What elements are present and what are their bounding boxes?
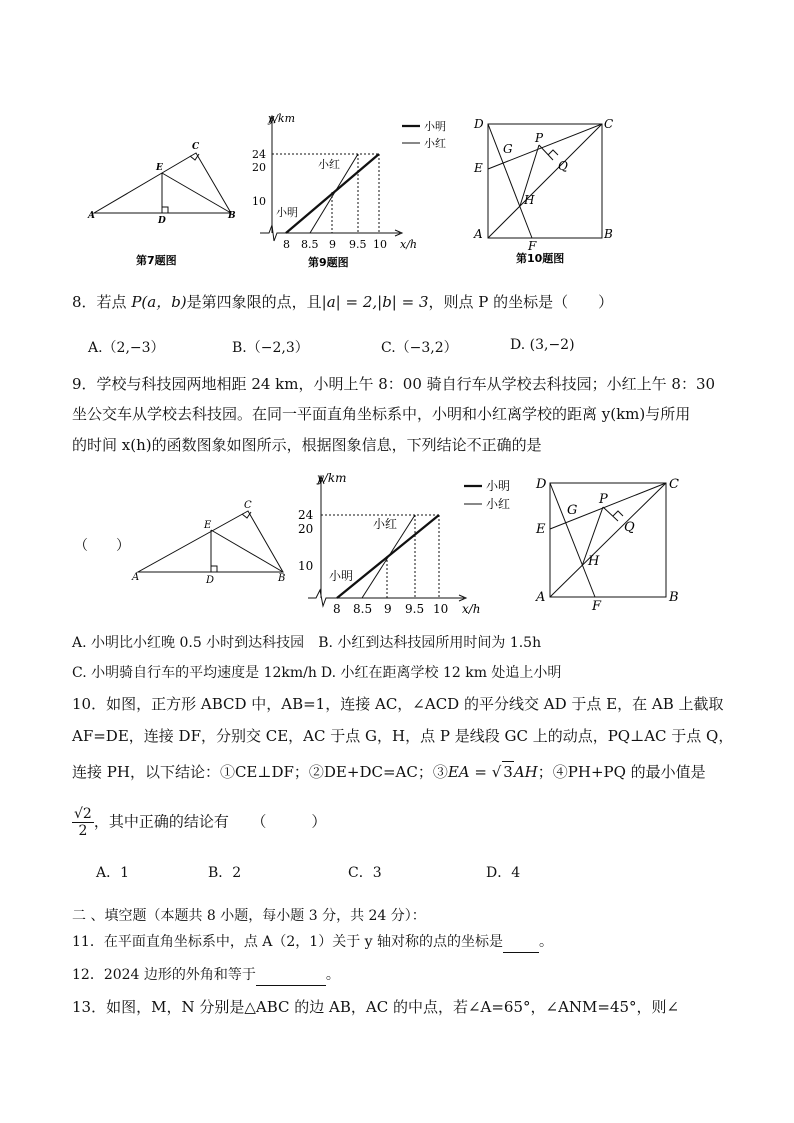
q11-answer-blank[interactable]	[503, 932, 539, 953]
q9-line-3: 的时间 x(h)的函数图象如图所示，根据图象信息，下列结论不正确的是	[72, 436, 542, 454]
fig9-inline-ytick-24: 24	[298, 508, 314, 522]
fig7-label-E: E	[156, 163, 163, 173]
fig9-ytick-10: 10	[252, 195, 266, 208]
fig10-inline-label-B: B	[669, 590, 679, 605]
q12: 12．2024 边形的外角和等于 。	[72, 965, 340, 986]
fig9-xtick-9.5: 9.5	[349, 238, 367, 251]
fig9-inline-y-label: y/km	[317, 471, 347, 485]
fig9-ytick-24: 24	[252, 148, 266, 161]
fig10-top	[466, 108, 626, 268]
q8-option-b[interactable]: B.（−2,3）	[232, 340, 309, 356]
fig10-label-C: C	[604, 117, 614, 131]
fig10-inline-label-F: F	[592, 599, 602, 614]
fig7-caption: 第7题图	[136, 254, 177, 267]
fig9-xtick-10: 10	[373, 238, 387, 251]
fig9-inline-fig7	[130, 497, 290, 587]
fig10-inline-label-A: A	[536, 590, 546, 605]
fig7-top	[86, 140, 236, 270]
fig10-label-F: F	[528, 239, 537, 253]
fig10-inline-label-P: P	[599, 492, 608, 507]
fig10-label-B: B	[604, 227, 613, 241]
fig9-xtick-8: 8	[283, 238, 290, 251]
q10-line-4: $\frac{√2}{2}$ ，其中正确的结论有 （ ）	[74, 806, 327, 839]
fig10-inline-label-D: D	[536, 477, 547, 492]
fig9-top	[252, 108, 452, 273]
fig9-legend-2: 小红	[424, 137, 446, 150]
q10-line-2: AF=DE，连接 DF，分别交 CE，AC 于点 G，H，点 P 是线段 GC 上的动点，PQ⊥AC 于点 Q，	[72, 727, 734, 745]
q9-option-d[interactable]: D. 小红在距离学校 12 km 处追上小明	[320, 665, 562, 681]
fig9-inline-x-label: x/h	[462, 602, 481, 616]
q13: 13．如图，M，N 分别是△ABC 的边 AB，AC 的中点，若∠A=65°，∠ANM=45°，则∠	[72, 998, 680, 1016]
q8-option-c[interactable]: C.（−3,2）	[381, 340, 458, 356]
q10-option-c[interactable]: C．3	[348, 865, 382, 881]
q10-option-a[interactable]: A．1	[96, 865, 130, 881]
q10-line-3: 连接 PH，以下结论：①CE⊥DF；②DE+DC=AC；③EA = √ 3AH；④PH+PQ 的最小值是	[72, 763, 706, 781]
fig9-x-label: x/h	[400, 238, 417, 251]
q9-line-1: 9．学校与科技园两地相距 24 km，小明上午 8：00 骑自行车从学校去科技园；小红上午 8：30	[72, 375, 716, 393]
fig9-inline-fig7-label-A: A	[132, 572, 140, 583]
fig10-label-P: P	[535, 131, 544, 145]
fig9-ytick-20: 20	[252, 161, 266, 174]
fig7-label-A: A	[88, 211, 95, 221]
fig9-inline-ytick-10: 10	[298, 559, 314, 573]
fig10-inline-label-Q: Q	[624, 520, 635, 535]
fig10-label-G: G	[503, 142, 513, 156]
q10-fraction: $\frac{√2}{2}$	[74, 806, 92, 839]
q9-option-a[interactable]: A. 小明比小红晚 0.5 小时到达科技园 B. 小红到达科技园所用时间为 1.5h	[72, 635, 542, 651]
fig9-inline-series-xiaohong: 小红	[373, 517, 398, 531]
fig10-label-A: A	[474, 227, 483, 241]
fig9-xtick-9: 9	[329, 238, 336, 251]
fig9-xtick-8.5: 8.5	[301, 238, 319, 251]
fig9-y-label: y/km	[268, 112, 296, 125]
fig10-label-H: H	[524, 193, 535, 207]
q9-option-c[interactable]: C. 小明骑自行车的平均速度是 12km/h D. 小红在距离学校 12 km 处追上小明	[72, 665, 562, 681]
fig7-label-D: D	[158, 216, 166, 226]
fig9-inline-graph	[296, 470, 521, 620]
q9-option-b[interactable]: B. 小红到达科技园所用时间为 1.5h	[318, 635, 542, 651]
fig7-label-B: B	[228, 211, 236, 221]
fig9-caption: 第9题图	[308, 256, 349, 269]
fig10-inline-label-C: C	[669, 477, 679, 492]
fig7-label-C: C	[192, 142, 200, 152]
fig9-inline-fig7-label-D: D	[206, 575, 215, 586]
section-2-title: 二 、填空题（本题共 8 小题，每小题 3 分，共 24 分）：	[72, 908, 426, 924]
fig9-inline-fig7-label-C: C	[244, 500, 252, 511]
fig9-inline-legend-1: 小明	[486, 479, 511, 493]
q10-option-d[interactable]: D．4	[486, 865, 521, 881]
fig9-legend-1: 小明	[424, 120, 446, 133]
fig10-label-Q: Q	[558, 159, 568, 173]
fig10-label-D: D	[474, 117, 484, 131]
fig9-series-xiaoming: 小明	[276, 206, 298, 219]
q12-answer-blank[interactable]	[256, 965, 326, 986]
fig9-inline-legend-2: 小红	[486, 497, 511, 511]
fig10-caption: 第10题图	[516, 252, 565, 265]
fig10-inline-label-G: G	[567, 503, 578, 518]
fig9-inline-series-xiaoming: 小明	[329, 569, 354, 583]
q10-option-b[interactable]: B．2	[208, 865, 242, 881]
fig9-inline-ytick-20: 20	[298, 522, 314, 536]
fig9-inline-xtick-9: 9	[384, 602, 392, 616]
fig9-series-xiaohong: 小红	[318, 158, 340, 171]
q8-option-d[interactable]: D. (3,−2)	[510, 337, 575, 353]
fig9-inline-xtick-9.5: 9.5	[405, 602, 425, 616]
q8-stem: 8．若点 P(a，b)是第四象限的点，且|a| = 2,|b| = 3，则点 P 的坐标是（ ）	[72, 293, 614, 311]
q9-answer-paren: （ ）	[74, 538, 130, 554]
fig10-label-E: E	[474, 161, 483, 175]
fig9-inline-xtick-10: 10	[433, 602, 449, 616]
fig9-inline-xtick-8: 8	[333, 602, 341, 616]
fig9-inline-fig7-label-E: E	[204, 520, 212, 531]
fig10-inline-label-H: H	[588, 554, 600, 569]
fig9-inline-fig7-label-B: B	[278, 573, 286, 584]
q9-line-2: 坐公交车从学校去科技园。在同一平面直角坐标系中，小明和小红离学校的距离 y(km)与所用	[72, 405, 691, 423]
q11: 11．在平面直角坐标系中，点 A（2，1）关于 y 轴对称的点的坐标是 。	[72, 932, 553, 953]
fig10-inline-label-E: E	[536, 522, 546, 537]
q10-line-1: 10．如图，正方形 ABCD 中，AB=1，连接 AC，∠ACD 的平分线交 AD 于点 E，在 AB 上截取	[72, 695, 724, 713]
fig10-inline	[530, 470, 690, 615]
fig9-inline-xtick-8.5: 8.5	[353, 602, 373, 616]
q8-option-a[interactable]: A.（2,−3）	[88, 340, 165, 356]
